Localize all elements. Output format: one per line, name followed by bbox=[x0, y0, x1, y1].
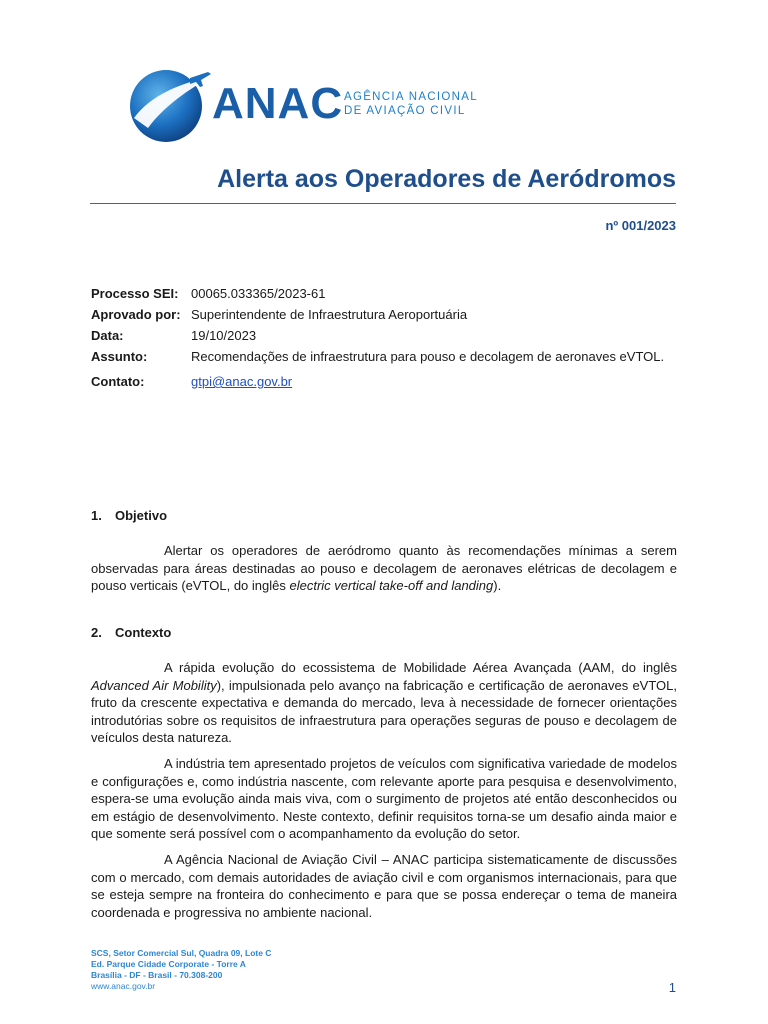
paragraph bbox=[91, 542, 677, 595]
meta-value: 00065.033365/2023-61 bbox=[191, 286, 326, 301]
logo-wordmark: ANAC bbox=[212, 79, 344, 128]
paragraph: A indústria tem apresentado projetos de veículos com significativa variedade de modelos e configurações e, como indústria nascente, com relevante aporte para pesquisa e desenvolvimento, espera-se uma evolução ainda mais viva, com o surgimento de projetos até então desconhecidos ou em estágio de desenvolvimento. Neste contexto, definir requisitos torna-se um desafio ainda maior e que somente será possível com o acompanhamento da evolução do setor. bbox=[91, 755, 677, 842]
meta-row-data bbox=[91, 327, 681, 344]
section-heading-objetivo bbox=[91, 508, 167, 523]
logo-subtitle-line1: AGÊNCIA NACIONAL bbox=[344, 91, 478, 103]
section-body-contexto bbox=[91, 659, 677, 929]
footer-website: www.anac.gov.br bbox=[91, 981, 156, 991]
meta-value: Recomendações de infraestrutura para pouso e decolagem de aeronaves eVTOL. bbox=[191, 349, 665, 364]
meta-value: Superintendente de Infraestrutura Aeroportuária bbox=[191, 307, 468, 322]
section-title: Contexto bbox=[115, 625, 172, 640]
meta-row-assunto bbox=[91, 348, 681, 365]
logo-subtitle-line2: DE AVIAÇÃO CIVIL bbox=[344, 105, 466, 117]
metadata-block bbox=[91, 285, 681, 394]
paragraph-italic: Advanced Air Mobility bbox=[91, 677, 217, 693]
page-number: 1 bbox=[668, 980, 676, 995]
meta-value-container bbox=[191, 373, 681, 390]
paragraph-italic: electric vertical take-off and landing bbox=[289, 578, 494, 594]
document-number: nº 001/2023 bbox=[605, 218, 676, 233]
section-number: 1. bbox=[91, 508, 102, 523]
contact-email-link[interactable]: gtpi@anac.gov.br bbox=[191, 374, 293, 389]
paragraph-text: Alertar os operadores de aeródromo quanto às recomendações mínimas a serem observadas para áreas destinadas ao pouso e decolagem de aeronaves elétricas de decolagem e pouso verticais (eVTOL, do inglês bbox=[91, 543, 677, 594]
page-title: Alerta aos Operadores de Aeródromos bbox=[217, 165, 676, 193]
section-title: Objetivo bbox=[115, 508, 168, 523]
section-number: 2. bbox=[91, 625, 102, 640]
meta-row-aprovado bbox=[91, 306, 681, 323]
meta-label: Assunto: bbox=[91, 349, 148, 364]
paragraph bbox=[91, 659, 677, 747]
footer-line: SCS, Setor Comercial Sul, Quadra 09, Lote C bbox=[91, 948, 272, 958]
footer-address bbox=[91, 948, 271, 992]
meta-row-contato bbox=[91, 373, 681, 390]
paragraph-text: ). bbox=[493, 578, 502, 594]
section-body-objetivo bbox=[91, 542, 677, 603]
paragraph-text: A rápida evolução do ecossistema de Mobilidade Aérea Avançada (AAM, do inglês bbox=[164, 660, 677, 675]
footer-line: Ed. Parque Cidade Corporate - Torre A bbox=[91, 959, 246, 969]
meta-label: Contato: bbox=[91, 374, 145, 389]
meta-row-processo bbox=[91, 285, 681, 302]
section-heading-contexto bbox=[91, 625, 171, 640]
footer-line: Brasília - DF - Brasil - 70.308-200 bbox=[91, 970, 223, 980]
globe-plane-icon bbox=[128, 66, 218, 144]
meta-label: Processo SEI: bbox=[91, 286, 179, 301]
meta-label: Aprovado por: bbox=[91, 307, 181, 322]
paragraph-text: ), impulsionada pelo avanço na fabricação e certificação de aeronaves eVTOL, fruto da crescente expectativa e demanda do mercado, leva à necessidade de fornecer orientações introdutórias sobre os requisitos de infraestrutura para operações seguras de pouso e decolagem de veículos desta natureza. bbox=[91, 677, 678, 746]
meta-label: Data: bbox=[91, 328, 124, 343]
anac-logo bbox=[128, 60, 488, 140]
logo-subtitle bbox=[344, 90, 478, 118]
meta-value: 19/10/2023 bbox=[191, 328, 257, 343]
paragraph: A Agência Nacional de Aviação Civil – ANAC participa sistematicamente de discussões com o mercado, com demais autoridades de aviação civil e com organismos internacionais, para que se esteja sempre na fronteira do conhecimento e para que se possa endereçar o tema de maneira coordenada e progressiva no ambiente nacional. bbox=[91, 851, 677, 920]
title-divider bbox=[90, 203, 676, 204]
